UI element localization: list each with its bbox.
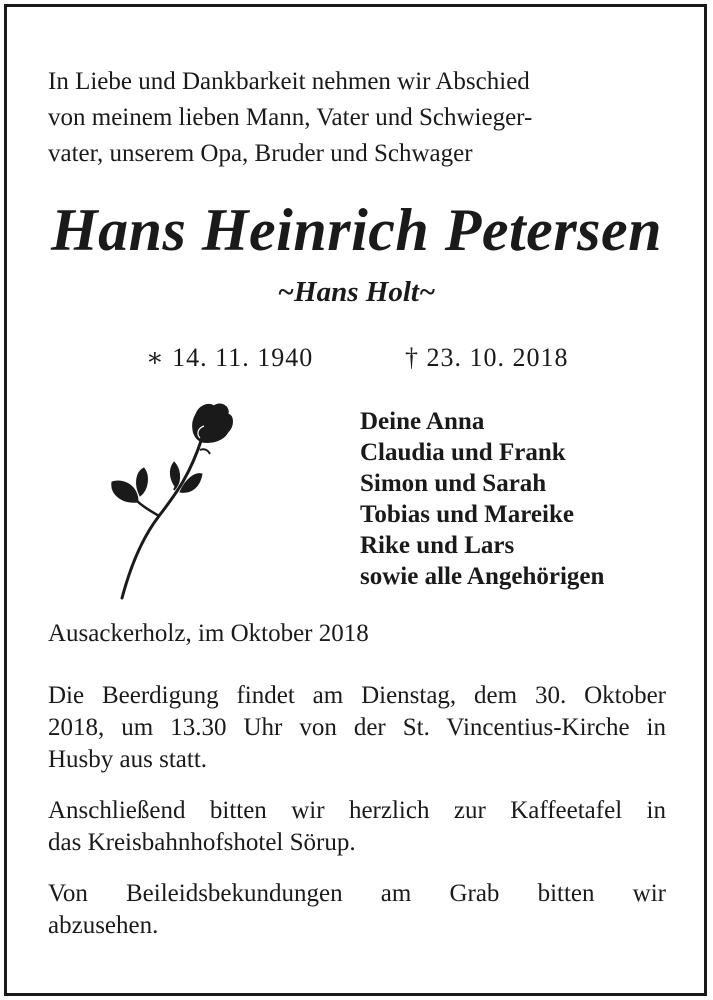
mourner-line: Rike und Lars [360,532,515,559]
mourner-line: Deine Anna [360,408,485,435]
condolence-info [48,878,666,942]
place-date: Ausackerholz, im Oktober 2018 [48,620,369,647]
condolence-line: abzusehen. [48,912,159,939]
condolence-line: Von Beileidsbekundungen am Grab bitten wir [48,880,666,907]
intro-line: In Liebe und Dankbarkeit nehmen wir Abschied [48,68,530,95]
intro-line: von meinem lieben Mann, Vater und Schwieger- [48,104,533,131]
deceased-name: Hans Heinrich Petersen [50,197,663,263]
mourner-line: Simon und Sarah [360,470,547,497]
funeral-line: Die Beerdigung findet am Dienstag, dem 30. Oktober [48,682,666,709]
rose-icon [104,398,244,603]
funeral-line: Husby aus statt. [48,746,208,773]
funeral-info [48,680,666,776]
intro-line: vater, unserem Opa, Bruder und Schwager [48,140,473,167]
intro-text [48,64,668,172]
mourner-line: Claudia und Frank [360,439,566,466]
mourners-list [360,406,604,592]
death-date: † 23. 10. 2018 [405,343,569,372]
mourner-line: Tobias und Mareike [360,501,574,528]
funeral-line: 2018, um 13.30 Uhr von der St. Vincentius-Kirche in [48,714,666,741]
reception-info [48,795,666,859]
reception-line: das Kreisbahnhofshotel Sörup. [48,829,356,856]
deceased-nickname: ~Hans Holt~ [277,276,436,308]
mourner-line: sowie alle Angehörigen [360,563,605,590]
birth-date: ∗ 14. 11. 1940 [146,343,314,372]
reception-line: Anschließend bitten wir herzlich zur Kaffeetafel in [48,797,666,824]
